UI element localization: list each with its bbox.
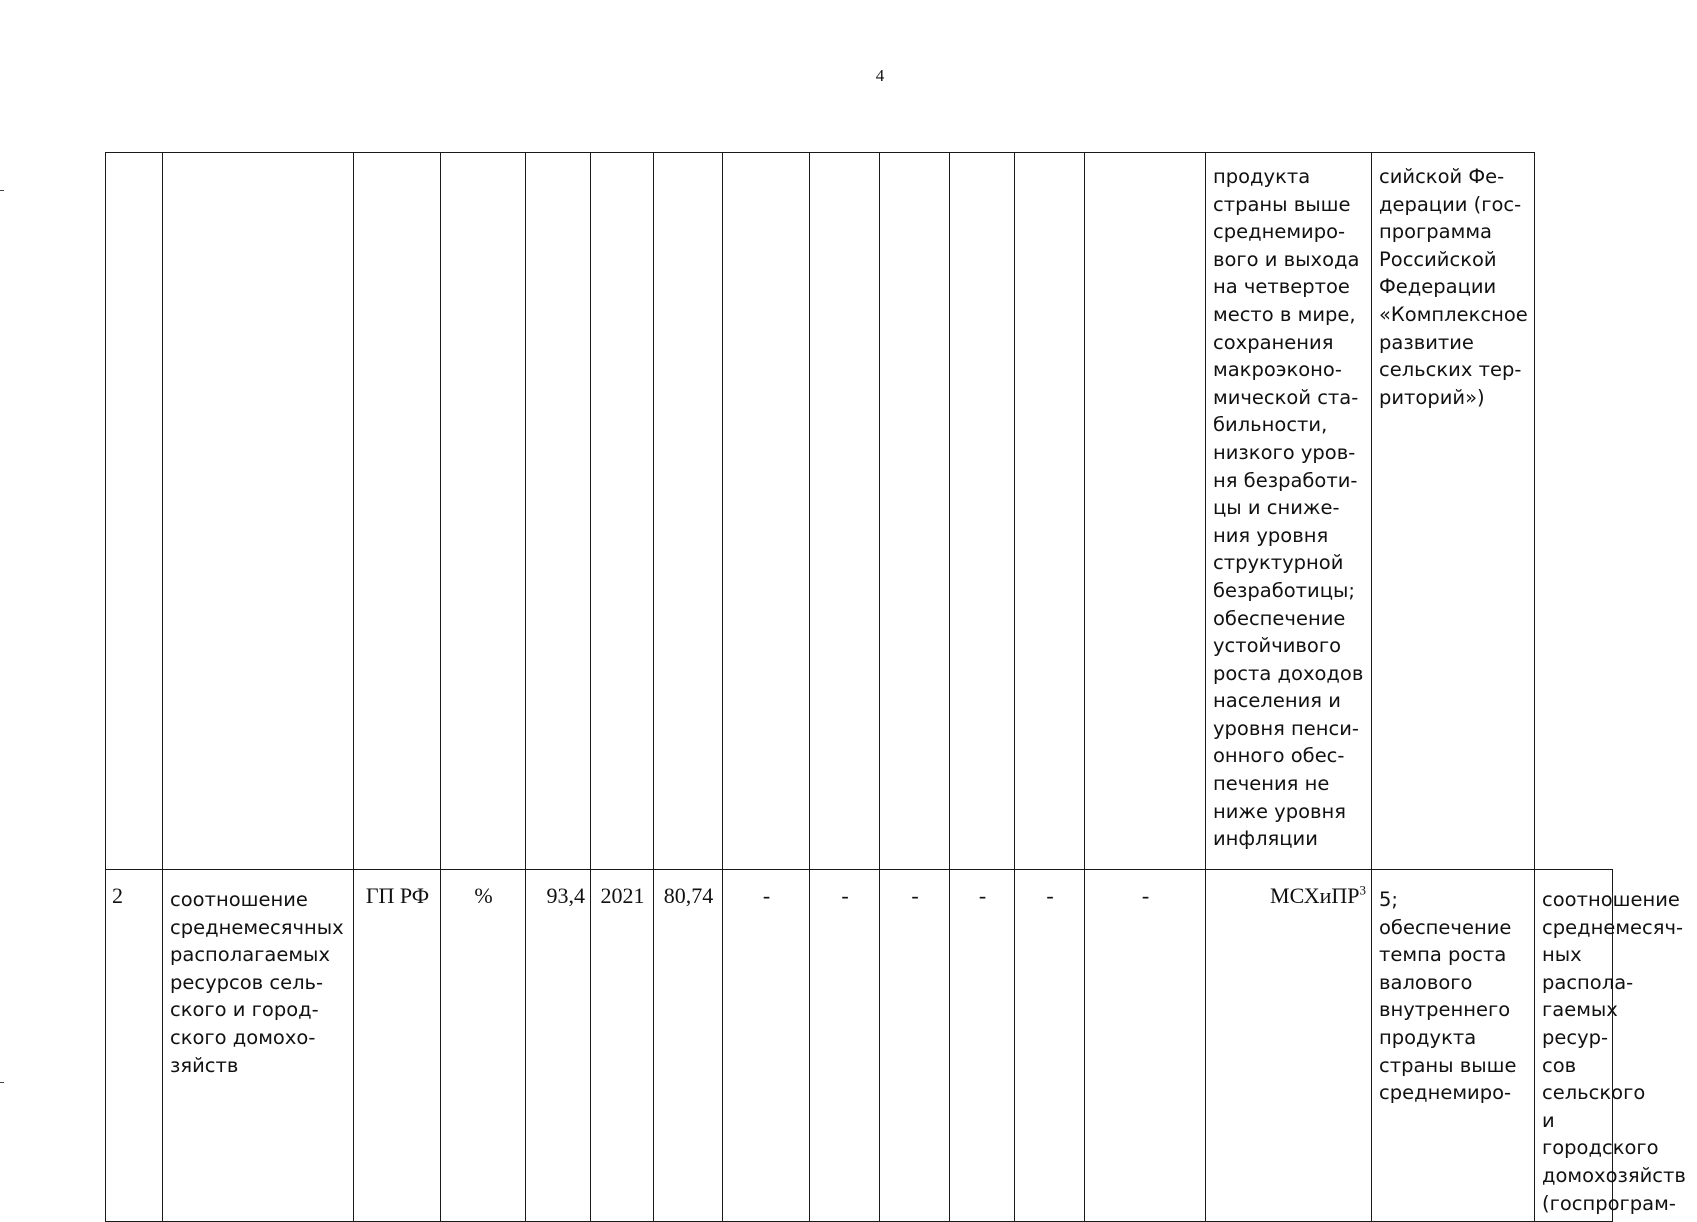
- dash-cell: [1015, 870, 1085, 1222]
- goals-text: продукта страны выше среднемиро- вого и выхода на четвертое место в мире, сохранения макроэконо- мической ста- бильности, низкого уров- ня безработи- цы и сниже- ния уровня структурной безработицы; обеспечение устойчивого роста доходов населения и уровня пенси- онного обес- печения не ниже уровня инфляции: [1213, 165, 1364, 851]
- program-cell: [1372, 153, 1535, 870]
- level-value: ГП РФ: [365, 883, 430, 908]
- table-cell: [880, 153, 950, 870]
- dash-value: -: [1141, 883, 1150, 908]
- table-cell: [591, 153, 654, 870]
- dash-value: -: [841, 883, 849, 908]
- target-value: 80,74: [663, 883, 714, 908]
- program-text: сийской Фе- дерации (гос- программа Российской Федерации «Комплексное развитие сельских тер- риторий»): [1379, 165, 1528, 409]
- table-cell: [1085, 153, 1206, 870]
- indicator-name: соотношение среднемесячных располагаемых ресурсов сель- ского и город- ского домохо- зяйств: [170, 888, 344, 1077]
- program-text: соотношение среднемесяч- ных распола- гаемых ресур- сов сельского и городского домохозяйств (госпрограм-: [1542, 888, 1686, 1215]
- margin-tick: [0, 190, 4, 191]
- base-year-cell: [591, 870, 654, 1222]
- goals-cell: [1206, 153, 1372, 870]
- table-cell: [354, 153, 441, 870]
- footnote-marker: 3: [1359, 882, 1366, 898]
- unit-value: %: [474, 883, 493, 908]
- table-row: [106, 153, 1613, 870]
- table-cell: [163, 153, 354, 870]
- dash-cell: [880, 870, 950, 1222]
- goals-text: 5; обеспечение темпа роста валового внутреннего продукта страны выше среднемиро-: [1379, 888, 1517, 1105]
- value-cell: [654, 870, 723, 1222]
- table-cell: [526, 153, 591, 870]
- table-cell: [950, 153, 1015, 870]
- level-cell: [354, 870, 441, 1222]
- responsible-name: МСХиПР: [1270, 883, 1360, 908]
- base-value: 93,4: [546, 883, 585, 908]
- row-number-cell: [106, 870, 163, 1222]
- dash-value: -: [978, 883, 987, 908]
- indicator-cell: [163, 870, 354, 1222]
- responsible-cell: [1206, 870, 1372, 1222]
- page-number: 4: [875, 66, 885, 85]
- margin-tick: [0, 1082, 4, 1083]
- table-row: [106, 870, 1613, 1222]
- dash-value: -: [762, 883, 771, 908]
- dash-cell: [810, 870, 880, 1222]
- goals-cell: [1372, 870, 1535, 1222]
- table-cell: [106, 153, 163, 870]
- dash-value: -: [1046, 883, 1054, 908]
- unit-cell: [441, 870, 526, 1222]
- table-cell: [654, 153, 723, 870]
- table-cell: [810, 153, 880, 870]
- dash-value: -: [911, 883, 919, 908]
- responsible-value: [1206, 870, 1371, 914]
- base-year: 2021: [600, 883, 645, 908]
- program-cell: [1535, 870, 1686, 1222]
- dash-cell: [1085, 870, 1206, 1222]
- base-value-cell: [526, 870, 591, 1222]
- table-cell: [723, 153, 810, 870]
- indicators-table: [105, 152, 1686, 1222]
- row-number: 2: [112, 883, 123, 908]
- dash-cell: [950, 870, 1015, 1222]
- table-cell: [441, 153, 526, 870]
- dash-cell: [723, 870, 810, 1222]
- table-cell: [1015, 153, 1085, 870]
